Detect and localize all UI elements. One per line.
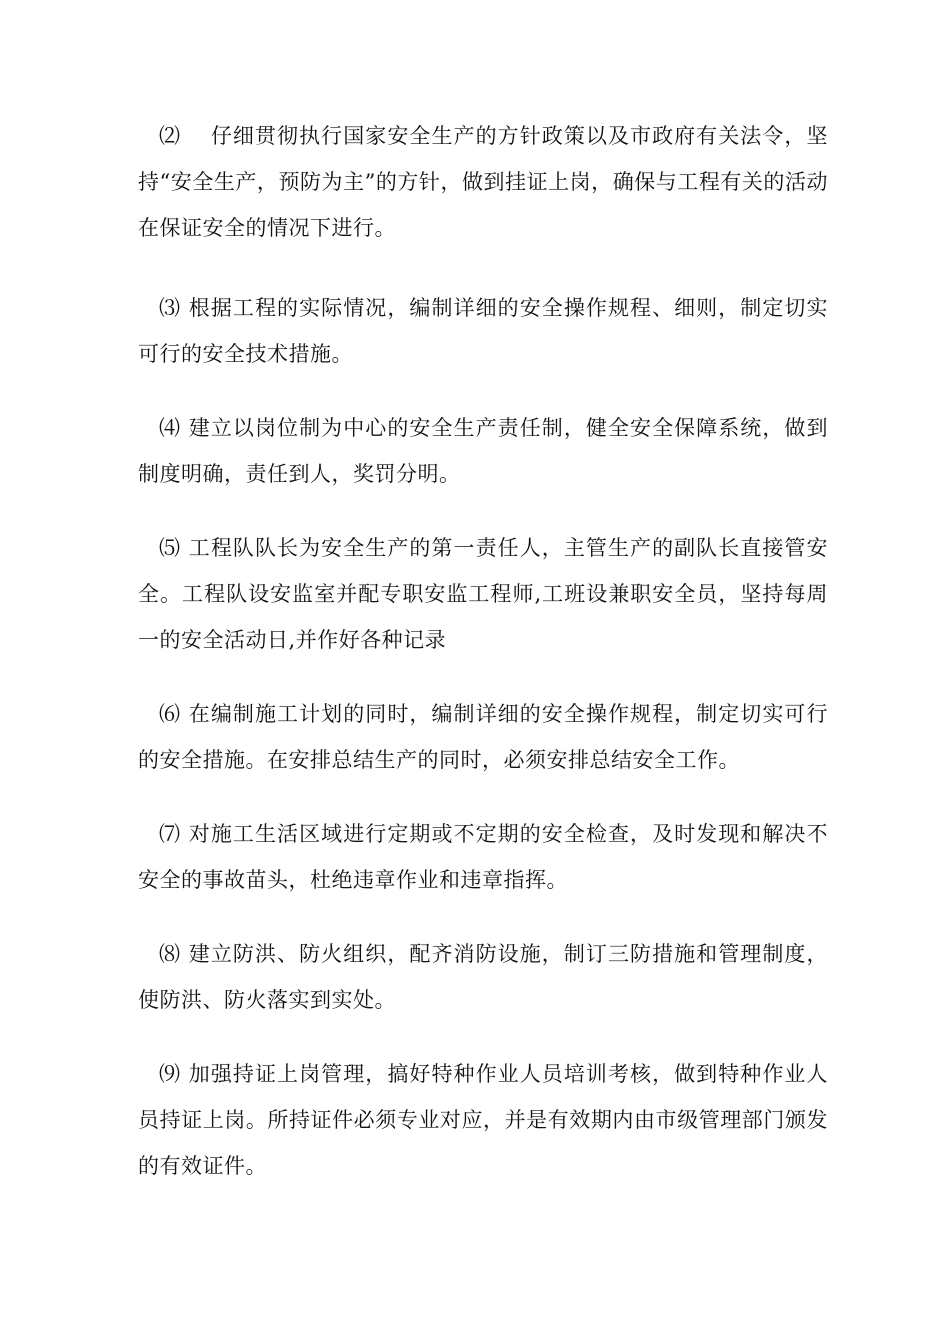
document-page — [138, 113, 828, 1217]
paragraph-9: ⑼ 加强持证上岗管理，搞好特种作业人员培训考核，做到特种作业人员持证上岗。所持证件必须专业对应，并是有效期内由市级管理部门颁发的有效证件。 — [138, 1062, 828, 1178]
paragraph-6: ⑹ 在编制施工计划的同时，编制详细的安全操作规程，制定切实可行的安全措施。在安排总结生产的同时，必须安排总结安全工作。 — [138, 702, 828, 772]
paragraph-8: ⑻ 建立防洪、防火组织，配齐消防设施，制订三防措施和管理制度，使防洪、防火落实到实处。 — [138, 942, 828, 1012]
paragraph-7: ⑺ 对施工生活区域进行定期或不定期的安全检查，及时发现和解决不安全的事故苗头，杜绝违章作业和违章指挥。 — [138, 822, 828, 892]
paragraph-3: ⑶ 根据工程的实际情况，编制详细的安全操作规程、细则，制定切实可行的安全技术措施。 — [138, 296, 828, 366]
paragraph-4: ⑷ 建立以岗位制为中心的安全生产责任制，健全安全保障系统，做到制度明确，责任到人，奖罚分明。 — [138, 416, 828, 486]
paragraph-5: ⑸ 工程队队长为安全生产的第一责任人，主管生产的副队长直接管安全。工程队设安监室并配专职安监工程师,工班设兼职安全员，坚持每周一的安全活动日,并作好各种记录 — [138, 536, 828, 652]
paragraph-2: ⑵ 仔细贯彻执行国家安全生产的方针政策以及市政府有关法令，坚持“安全生产，预防为主”的方针，做到挂证上岗，确保与工程有关的活动在保证安全的情况下进行。 — [138, 124, 828, 240]
